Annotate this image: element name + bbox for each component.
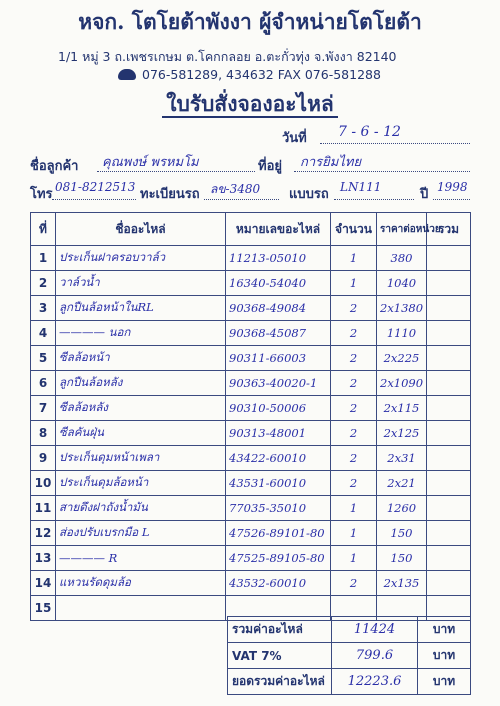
row-number: 15 xyxy=(31,596,56,621)
unit-price: 150 xyxy=(377,546,427,571)
quantity: 1 xyxy=(331,271,377,296)
company-phone-line xyxy=(118,67,381,82)
table-row xyxy=(31,246,471,271)
customer-underline xyxy=(97,171,255,172)
quantity: 1 xyxy=(331,246,377,271)
part-name: สายดึงฝาถังน้ำมัน xyxy=(56,496,226,521)
model-label: แบบรถ xyxy=(289,187,329,202)
address-value: การยิมไทย xyxy=(300,155,362,170)
part-number: 43531-60010 xyxy=(226,471,331,496)
part-name: วาล์วน้ำ xyxy=(56,271,226,296)
tel-value: 081-8212513 xyxy=(55,180,136,194)
quantity: 2 xyxy=(331,346,377,371)
quantity: 2 xyxy=(331,321,377,346)
table-row xyxy=(31,271,471,296)
quantity: 2 xyxy=(331,421,377,446)
address-underline xyxy=(294,171,470,172)
header-no: ที่ xyxy=(31,213,56,246)
part-number: 90368-49084 xyxy=(226,296,331,321)
part-number: 43422-60010 xyxy=(226,446,331,471)
subtotal-row xyxy=(228,617,471,643)
row-total xyxy=(427,296,471,321)
unit-price: 150 xyxy=(377,521,427,546)
subtotal-value: 11424 xyxy=(332,617,418,643)
unit-price: 2x125 xyxy=(377,421,427,446)
vat-value: 799.6 xyxy=(332,643,418,669)
company-phone: 076-581289, 434632 FAX 076-581288 xyxy=(142,67,381,82)
header-unit-price: ราคาต่อหน่วย xyxy=(377,213,427,246)
row-number: 5 xyxy=(31,346,56,371)
row-number: 2 xyxy=(31,271,56,296)
quantity: 1 xyxy=(331,496,377,521)
row-number: 8 xyxy=(31,421,56,446)
part-number: 90311-66003 xyxy=(226,346,331,371)
totals-table xyxy=(227,616,471,695)
unit-price: 2x115 xyxy=(377,396,427,421)
tel-label: โทร xyxy=(30,187,53,202)
year-label: ปี xyxy=(420,187,429,202)
grand-total-label: ยอดรวมค่าอะไหล่ xyxy=(228,669,332,695)
parts-table xyxy=(30,212,471,621)
part-number: 90313-48001 xyxy=(226,421,331,446)
unit-price: 380 xyxy=(377,246,427,271)
quantity: 2 xyxy=(331,371,377,396)
row-number: 14 xyxy=(31,571,56,596)
row-number: 11 xyxy=(31,496,56,521)
row-total xyxy=(427,321,471,346)
grand-total-row xyxy=(228,669,471,695)
row-number: 1 xyxy=(31,246,56,271)
model-value: LN111 xyxy=(340,180,382,194)
date-value: 7 - 6 - 12 xyxy=(338,124,401,140)
row-number: 9 xyxy=(31,446,56,471)
vat-currency: บาท xyxy=(418,643,471,669)
row-total xyxy=(427,396,471,421)
quantity: 2 xyxy=(331,571,377,596)
table-row xyxy=(31,321,471,346)
table-row xyxy=(31,446,471,471)
table-header-row xyxy=(31,213,471,246)
year-underline xyxy=(433,199,470,200)
grand-total-value: 12223.6 xyxy=(332,669,418,695)
table-row xyxy=(31,396,471,421)
row-number: 6 xyxy=(31,371,56,396)
subtotal-currency: บาท xyxy=(418,617,471,643)
part-name: ซีลคันฝุ่น xyxy=(56,421,226,446)
unit-price: 2x225 xyxy=(377,346,427,371)
part-name xyxy=(56,596,226,621)
quantity: 1 xyxy=(331,521,377,546)
date-label: วันที่ xyxy=(282,131,307,146)
unit-price: 1040 xyxy=(377,271,427,296)
row-number: 12 xyxy=(31,521,56,546)
part-name: แหวนรัดดุมล้อ xyxy=(56,571,226,596)
year-value: 1998 xyxy=(437,180,468,194)
part-name: ประเก็นดุมหน้าเพลา xyxy=(56,446,226,471)
table-row xyxy=(31,521,471,546)
part-number: 16340-54040 xyxy=(226,271,331,296)
customer-label: ชื่อลูกค้า xyxy=(30,159,79,174)
unit-price: 2x135 xyxy=(377,571,427,596)
subtotal-label: รวมค่าอะไหล่ xyxy=(228,617,332,643)
part-name: ลูกปืนล้อหลัง xyxy=(56,371,226,396)
row-total xyxy=(427,546,471,571)
unit-price: 2x1090 xyxy=(377,371,427,396)
header-part-name: ชื่ออะไหล่ xyxy=(56,213,226,246)
part-name: ซีลล้อหลัง xyxy=(56,396,226,421)
row-number: 13 xyxy=(31,546,56,571)
vat-row xyxy=(228,643,471,669)
table-row xyxy=(31,496,471,521)
tel-underline xyxy=(52,199,136,200)
table-row xyxy=(31,571,471,596)
part-name: ประเก็นฝาครอบวาล์ว xyxy=(56,246,226,271)
row-total xyxy=(427,246,471,271)
part-name: ประเก็นดุมล้อหน้า xyxy=(56,471,226,496)
model-underline xyxy=(334,199,414,200)
row-total xyxy=(427,471,471,496)
part-name: ส่องปรับเบรกมือ L xyxy=(56,521,226,546)
part-number: 47525-89105-80 xyxy=(226,546,331,571)
table-row xyxy=(31,471,471,496)
quantity: 2 xyxy=(331,396,377,421)
row-total xyxy=(427,271,471,296)
table-row xyxy=(31,296,471,321)
row-total xyxy=(427,521,471,546)
reg-value: ลข-3480 xyxy=(210,182,261,196)
quantity: 1 xyxy=(331,546,377,571)
reg-label: ทะเบียนรถ xyxy=(140,187,200,202)
vat-label: VAT 7% xyxy=(228,643,332,669)
header-quantity: จำนวน xyxy=(331,213,377,246)
row-total xyxy=(427,446,471,471)
part-number: 90363-40020-1 xyxy=(226,371,331,396)
date-underline xyxy=(320,143,470,144)
telephone-icon xyxy=(118,69,136,80)
row-number: 10 xyxy=(31,471,56,496)
part-name: ลูกปืนล้อหน้าในRL xyxy=(56,296,226,321)
header-part-number: หมายเลขอะไหล่ xyxy=(226,213,331,246)
part-number: 90368-45087 xyxy=(226,321,331,346)
unit-price: 1260 xyxy=(377,496,427,521)
row-total xyxy=(427,346,471,371)
table-row xyxy=(31,421,471,446)
row-total xyxy=(427,421,471,446)
quantity: 2 xyxy=(331,471,377,496)
row-number: 4 xyxy=(31,321,56,346)
address-label: ที่อยู่ xyxy=(258,159,282,174)
part-number: 47526-89101-80 xyxy=(226,521,331,546)
row-number: 3 xyxy=(31,296,56,321)
unit-price: 2x1380 xyxy=(377,296,427,321)
reg-underline xyxy=(204,199,279,200)
customer-value: คุณพงษ์ พรหมโม xyxy=(102,155,199,170)
company-name: หจก. โตโยต้าพังงา ผู้จำหน่ายโตโยต้า xyxy=(78,9,422,34)
grand-total-currency: บาท xyxy=(418,669,471,695)
form-title: ใบรับสั่งจองอะไหล่ xyxy=(0,88,500,121)
row-total xyxy=(427,371,471,396)
table-row xyxy=(31,346,471,371)
part-name: ———— นอก xyxy=(56,321,226,346)
table-row xyxy=(31,371,471,396)
quantity: 2 xyxy=(331,296,377,321)
unit-price: 2x31 xyxy=(377,446,427,471)
row-total xyxy=(427,571,471,596)
header-total: รวม xyxy=(427,213,471,246)
part-name: ซีลล้อหน้า xyxy=(56,346,226,371)
quantity: 2 xyxy=(331,446,377,471)
row-total xyxy=(427,496,471,521)
part-number: 90310-50006 xyxy=(226,396,331,421)
company-address: 1/1 หมู่ 3 ถ.เพชรเกษม ต.โคกกลอย อ.ตะกั่วทุ่ง จ.พังงา 82140 xyxy=(58,49,397,64)
table-row xyxy=(31,546,471,571)
part-number: 43532-60010 xyxy=(226,571,331,596)
unit-price: 2x21 xyxy=(377,471,427,496)
part-number: 77035-35010 xyxy=(226,496,331,521)
part-name: ———— R xyxy=(56,546,226,571)
row-number: 7 xyxy=(31,396,56,421)
part-number: 11213-05010 xyxy=(226,246,331,271)
unit-price: 1110 xyxy=(377,321,427,346)
